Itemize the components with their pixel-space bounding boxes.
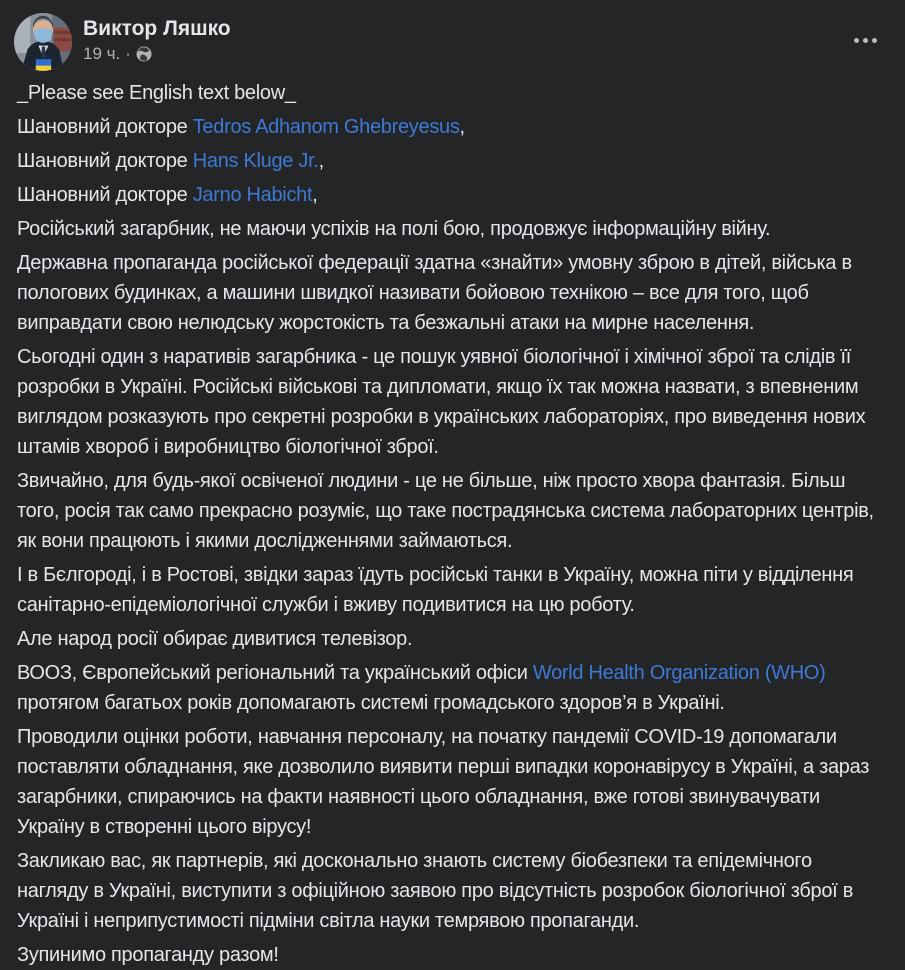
paragraph-text: Сьогодні один з наративів загарбника - це пошук уявної біологічної і хімічної зброї та слідів її розробки в Україні. Російські військові та дипломати, якщо їх так можна назвати, з впевненим виглядом розказують про секретні розробки в українських лабораторіях, про виведення нових штамів хвороб і виробництво біологічної зброї. bbox=[17, 346, 866, 458]
post-paragraph bbox=[17, 342, 887, 462]
paragraph-text: протягом багатьох років допомагають системі громадського здоров’я в Україні. bbox=[17, 692, 725, 714]
post-paragraph bbox=[17, 624, 887, 654]
post-paragraph bbox=[17, 78, 887, 108]
paragraph-text: _Please see English text below_ bbox=[17, 82, 296, 104]
paragraph-text: , bbox=[318, 150, 324, 172]
author-name[interactable]: Виктор Ляшко bbox=[83, 17, 231, 40]
paragraph-text: Російський загарбник, не маючи успіхів на полі бою, продовжує інформаційну війну. bbox=[17, 218, 771, 240]
paragraph-text: ВООЗ, Європейський регіональний та український офіси bbox=[17, 662, 533, 684]
paragraph-text: Державна пропаганда російської федерації здатна «знайти» умовну зброю в дітей, війська в пологових будинках, а машини швидкої називати бойовою технікою – все для того, щоб виправдати свою нелюдську жорстокість та безжальні атаки на мирне населення. bbox=[17, 252, 852, 334]
ellipsis-icon bbox=[872, 38, 877, 43]
paragraph-text: І в Бєлгороді, і в Ростові, звідки зараз їдуть російські танки в Україну, можна піти у відділення санітарно-епідеміологічної служби і вживу подивитися на цю роботу. bbox=[17, 564, 854, 616]
post-paragraph bbox=[17, 180, 887, 210]
timestamp[interactable]: 19 ч. bbox=[83, 44, 121, 63]
paragraph-text: , bbox=[459, 116, 465, 138]
post-header bbox=[14, 13, 889, 71]
avatar[interactable] bbox=[14, 13, 72, 71]
paragraph-text: Зупинимо пропаганду разом! bbox=[17, 944, 279, 966]
paragraph-text: Звичайно, для будь-якої освіченої людини - це не більше, ніж просто хвора фантазія. Більш того, росія так само прекрасно розуміє, що таке пострадянська система лабораторних центрів, як вони працюють і якими дослідженнями займаються. bbox=[17, 470, 874, 552]
header-text bbox=[83, 13, 231, 64]
post-paragraph bbox=[17, 846, 887, 936]
meta-separator: · bbox=[125, 44, 131, 63]
post-paragraph bbox=[17, 560, 887, 620]
paragraph-text: , bbox=[312, 184, 318, 206]
post-paragraph bbox=[17, 248, 887, 338]
inline-link[interactable]: Hans Kluge Jr. bbox=[192, 150, 319, 172]
post-paragraph bbox=[17, 214, 887, 244]
inline-link[interactable]: Tedros Adhanom Ghebreyesus bbox=[192, 116, 460, 138]
ellipsis-icon bbox=[854, 38, 859, 43]
post-body bbox=[14, 78, 889, 970]
post-paragraph bbox=[17, 940, 887, 970]
inline-link[interactable]: World Health Organization (WHO) bbox=[532, 662, 826, 684]
paragraph-text: Шановний докторе bbox=[17, 116, 193, 138]
post-paragraph bbox=[17, 112, 887, 142]
post-paragraph bbox=[17, 722, 887, 842]
paragraph-text: Шановний докторе bbox=[17, 150, 193, 172]
inline-link[interactable]: Jarno Habicht bbox=[192, 184, 313, 206]
paragraph-text: Закликаю вас, як партнерів, які досконально знають систему біобезпеки та епідемічного нагляду в Україні, виступити з офіційною заявою про відсутність розробок біологічної зброї в Україні і неприпустимості підміни світла науки темрявою пропаганди. bbox=[17, 850, 854, 932]
ellipsis-icon bbox=[863, 38, 868, 43]
paragraph-text: Але народ росії обирає дивитися телевізор. bbox=[17, 628, 413, 650]
post-paragraph bbox=[17, 146, 887, 176]
post-meta bbox=[83, 44, 231, 64]
more-options-button[interactable] bbox=[847, 29, 883, 51]
post-paragraph bbox=[17, 658, 887, 718]
profile-photo-icon bbox=[14, 13, 72, 71]
paragraph-text: Шановний докторе bbox=[17, 184, 193, 206]
paragraph-text: Проводили оцінки роботи, навчання персоналу, на початку пандемії COVID-19 допомагали поставляти обладнання, яке дозволило виявити перші випадки коронавірусу в Україні, а зараз загарбники, спираючись на факти наявності цього обладнання, вже готові звинувачувати Україну в створенні цього вірусу! bbox=[17, 726, 870, 838]
globe-icon bbox=[136, 46, 152, 62]
post-paragraph bbox=[17, 466, 887, 556]
